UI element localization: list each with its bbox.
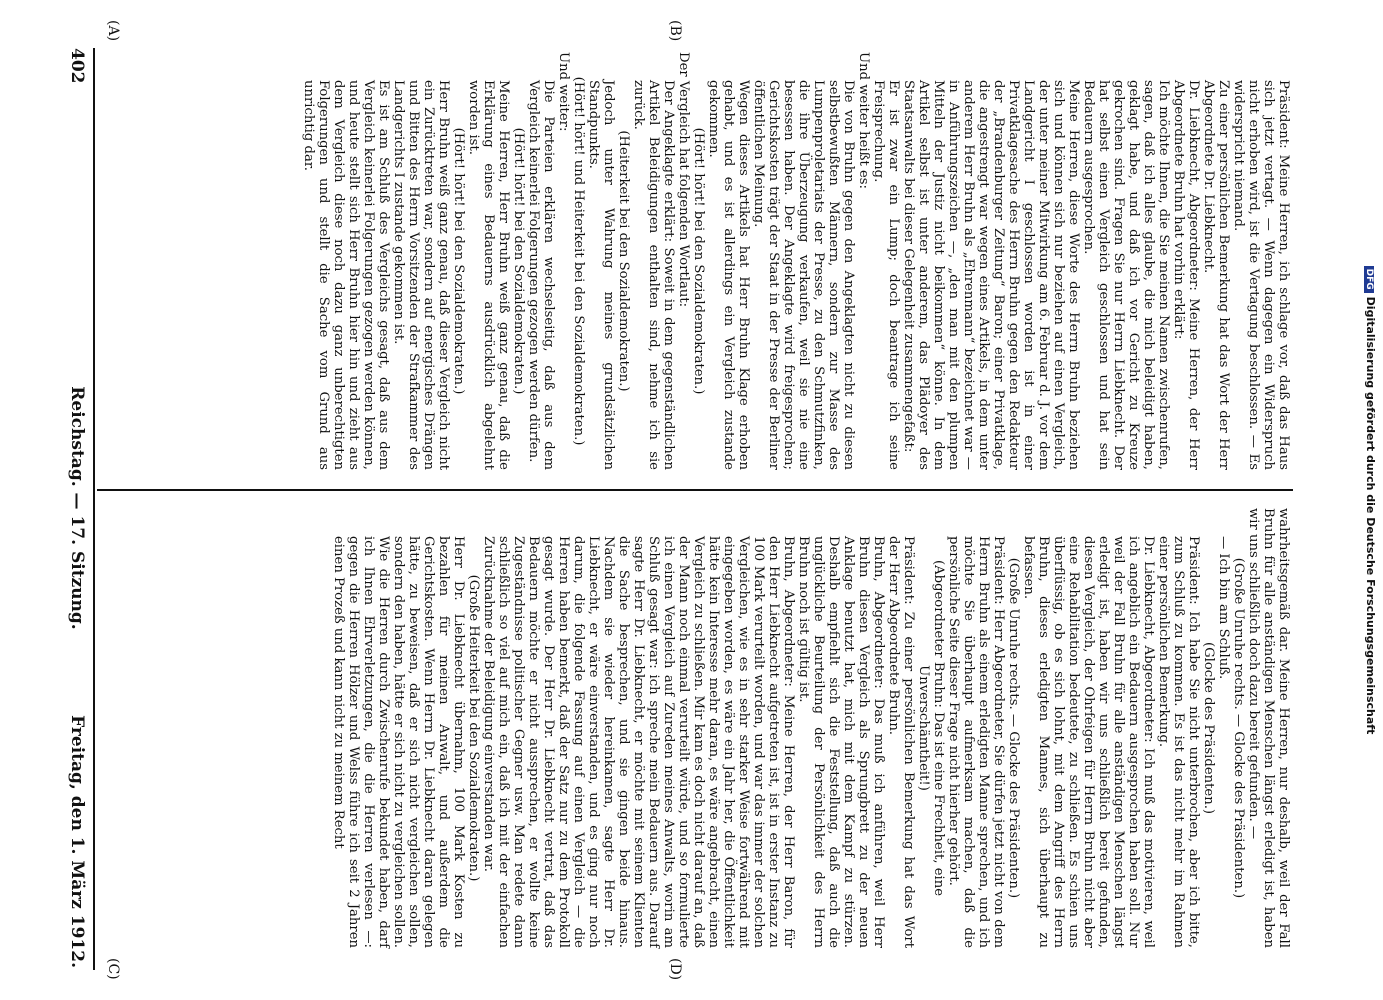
footer-text: Digitalisierung gefördert durch die Deutsche Forschungsgemeinschaft (1364, 296, 1377, 735)
header-rule (93, 48, 95, 970)
column-divider (97, 489, 1293, 491)
paragraph: Es ist am Schluß des Vergleichs gesagt, daß aus dem Vergleich keinerlei Folgerungen gezogen werden können, und heute stellt sich Herr Bruhn hier hin und zieht aus dem Vergleich diese noch dazu ganz unberechtigten Folgerungen und stellt die Sache vom Grund aus unrichtig dar. (301, 80, 391, 470)
header-date: Freitag, den 1. März 1912. (67, 715, 87, 968)
interjection: (Hört! hört! und Heiterkeit bei den Sozialdemokraten.) (571, 76, 586, 446)
paragraph: Wegen dieses Artikels hat Herr Bruhn Klage erhoben gehabt, und es ist allerdings ein Vergleich zustande gekommen. (706, 80, 751, 470)
digitization-footer (1361, 0, 1377, 1000)
paragraph: Und weiter: (556, 52, 571, 132)
page-header (59, 48, 87, 968)
margin-marker-b: (B) (667, 20, 683, 42)
paragraph: wahrheitsgemäß dar. Meine Herren, nur deshalb, weil der Fall Bruhn für alle anständigen Menschen längst erledigt ist, haben wir uns schließlich doch dazu bereit gefunden. — (1246, 508, 1291, 948)
paragraph: Herr Bruhn weiß ganz genau, daß dieser Vergleich nicht ein Zurücktreten war, sondern auf energisches Drängen und Bitten des Herrn Vorsitzenden der Strafkammer des Landgerichts I zustande gekommen ist. (391, 80, 451, 470)
paragraph: Herr Dr. Liebknecht übernahm, 100 Mark Kosten zu bezahlen für meinen Anwalt, und außerdem die Gerichtskosten. Wenn Herrn Dr. Liebknecht daran gelegen hätte, zu beweisen, daß er sich nicht vergleichen sollen, sondern den haben, hätte er sich nicht zu vergleichen sollen. Wie die Herren durch Zwischenrufe bekundet haben, darf ich Ihnen Ehrverletzungen, die die Herren verlesen —: gegen die Herren Hölzer und Welss führe ich seit 2 Jahren einen Prozeß und kann nicht zu meinem Recht (331, 536, 466, 948)
page-number: 402 (67, 48, 87, 84)
interjection: (Große Unruhe rechts. — Glocke des Präsidenten.) (1231, 557, 1246, 899)
interjection: (Große Unruhe rechts. — Glocke des Präsidenten.) (1006, 557, 1021, 899)
quotation: Die von Bruhn gegen den Angeklagten nicht zu diesen selbstbewußten Männern, sondern zur Masse des Lumpenproletariats der Presse, zu den Schmutzfinken, die ihre Überzeugung verkaufen, weil sie nie eine besessen haben. Der Angeklagte wird freigesprochen; Gerichtskosten trägt der Staat in der Presse der Berliner öffentlichen Meinung. (751, 80, 856, 470)
interjection: (Hört! hört! bei den Sozialdemokraten.) (511, 127, 526, 395)
paragraph: Dr. Liebknecht, Abgeordneter: Meine Herren, der Herr Abgeordnete Bruhn hat vorhin erklärt: (1171, 80, 1201, 470)
interjection: (Abgeordneter Bruhn: Das ist eine Frechheit, eine Unverschämtheit!) (916, 559, 946, 897)
quotation: Der Angeklagte erklärt: Soweit in dem gegenständlichen Artikel Beleidigungen enthalten sind, nehme ich sie zurück. (631, 80, 676, 470)
paragraph: Und weiter heißt es: (856, 52, 871, 189)
right-column (101, 508, 1291, 948)
quotation: Ich möchte Ihnen, die Sie meinen Namen zwischenrufen, sagen, daß ich alles glaube, die mich beleidigt haben, geklagt habe, und daß ich vor Gericht zu Kreuze gekrochen sind. Fragen Sie nur Herrn Liebknecht. Der hat selbst einen Vergleich geschlossen und hat sein Bedauern ausgesprochen. (1081, 80, 1171, 470)
paragraph: Der Vergleich hat folgenden Wortlaut: (676, 52, 691, 308)
margin-marker-a: (A) (105, 20, 121, 42)
paragraph: Meine Herren, Herr Bruhn weiß ganz genau, daß die Erklärung eines Bedauerns ausdrücklich abgelehnt worden ist. (466, 80, 511, 470)
paragraph: Bruhn, Abgeordneter: Meine Herren, der Herr Baron, für den Herr Liebknecht aufgetreten ist, ist in erster Instanz zu 100 Mark verurteilt worden, und war das immer der solchen Vergleichen, wie es in sehr starker Weise fortwährend mit eingegeben worden, es wäre ein Jahr her, die Öffentlichkeit hätte kein Interesse mehr daran, es wäre angebracht, einen Vergleich zu schließen. Mir kam es doch nicht darauf an, daß der Mann noch einmal verurteilt würde, und so formulierte ich einen Vergleich auf Zureden meines Anwalts, worin am Schluß gesagt war: ich spreche mein Bedauern aus. Darauf sagte Herr Dr. Liebknecht, er möchte mit seinem Klienten die Sache besprechen, und sie gingen beide hinaus. Nachdem sie wieder hereinkamen, sagte Herr Dr. Liebknecht, er wäre einverstanden, und es ging nur noch darum, die folgende Fassung auf einen Vergleich — die Herren haben bemerkt, daß der Satz nur zu dem Protokoll gesagt wurde. Der Herr Dr. Liebknecht vertrat, daß das Bedauern möchte er nicht aussprechen, er wollte keine Zugeständnisse politischer Gegner usw. Man redete dann schließlich so viel auf mich ein, daß ich mit der einfachen Zurücknahme der Beleidigung einverstanden war. (481, 536, 796, 948)
left-column (101, 52, 1291, 470)
quotation: Jedoch unter Wahrung meines grundsätzlichen Standpunkts. (586, 80, 616, 470)
interjection: (Heiterkeit bei den Sozialdemokraten.) (616, 130, 631, 392)
paragraph: — Ich bin am Schluß. (1216, 536, 1231, 680)
quotation: Er ist zwar ein Lump; doch beantrage ich seine Freisprechung. (871, 80, 901, 470)
paragraph: Präsident: Ich habe Sie nicht unterbrochen, aber ich bitte, zum Schluß zu kommen. Es ist das nicht mehr im Rahmen einer persönlichen Bemerkung. (1156, 536, 1201, 948)
interjection: (Glocke des Präsidenten.) (1201, 641, 1216, 815)
paragraph: Meine Herren, diese Worte des Herrn Bruhn beziehen sich und können sich nur beziehen auf einen Vergleich, der unter meiner Mitwirkung am 6. Februar d. J. vor dem Landgericht I geschlossen worden ist in einer Privatklagesache des Herrn Bruhn gegen den Redakteur der „Brandenburger Zeitung“ Baron; einer Privatklage, die angestrengt war wegen eines Artikels, in dem unter anderem Herr Bruhn als „Ehrenmann“ bezeichnet war — in Anführungszeichen —, „den man mit den plumpen Mitteln der Justiz nicht beikommen“ könne. In dem Artikel selbst ist unter anderem, das Plädoyer des Staatsanwalts bei dieser Gelegenheit zusammengefaßt: (901, 80, 1081, 470)
paragraph: Präsident: Meine Herren, ich schlage vor, daß das Haus sich jetzt vertagt. — Wenn dagegen ein Widerspruch nicht erhoben wird, ist die Vertagung beschlossen. — Es widerspricht niemand. (1231, 80, 1291, 470)
header-title: Reichstag. — 17. Sitzung. (67, 386, 87, 630)
margin-marker-d: (D) (667, 958, 683, 981)
quotation: Die Parteien erklären wechselseitig, daß aus dem Vergleich keinerlei Folgerungen gezogen werden dürfen. (526, 80, 556, 470)
interjection: (Hört! hört! bei den Sozialdemokraten.) (451, 127, 466, 395)
interjection: (Hört! hört! bei den Sozialdemokraten.) (691, 127, 706, 395)
paragraph: Zu einer persönlichen Bemerkung hat das Wort der Herr Abgeordnete Dr. Liebknecht. (1201, 80, 1231, 470)
paragraph: Präsident: Herr Abgeordneter, Sie dürfen jetzt nicht von dem Herrn Bruhn als einem erledigten Manne sprechen, und ich möchte Sie überhaupt aufmerksam machen, daß die persönliche Seite dieser Frage nicht hierher gehört. (946, 536, 1006, 948)
paragraph: Bruhn, Abgeordneter: Das muß ich anführen, weil Herr Bruhn diesen Vergleich als Sprungbrett zu der neuen Anklage benutzt hat, mich mit dem Kampf zu stürzen. Deshalb empfiehlt sich die Feststellung, daß auch die unglückliche Beurteilung der Persönlichkeit des Herrn Bruhn noch ist gültig ist. (796, 536, 886, 948)
paragraph: Dr. Liebknecht, Abgeordneter: Ich muß das motivieren, weil ich angeblich ein Bedauern ausgesprochen haben soll. Nur weil der Fall Bruhn für alle anständigen Menschen längst erledigt ist, haben wir uns schließlich bereit gefunden, diesen Vergleich, der Ohrfeigen für Herrn Bruhn nicht aber eine Rehabilitation bedeutete, zu schließen. Es schien uns überflüssig, ob es sich lohnt, mit dem Angriff des Herrn Bruhn, dieses erledigten Mannes, sich überhaupt zu befassen. (1021, 536, 1156, 948)
dfg-logo: DFG (1364, 266, 1374, 293)
paragraph: Präsident: Zu einer persönlichen Bemerkung hat das Wort der Herr Abgeordnete Bruhn. (886, 536, 916, 948)
margin-marker-c: (C) (105, 958, 121, 980)
interjection: (Große Heiterkeit bei den Sozialdemokraten.) (466, 574, 481, 882)
